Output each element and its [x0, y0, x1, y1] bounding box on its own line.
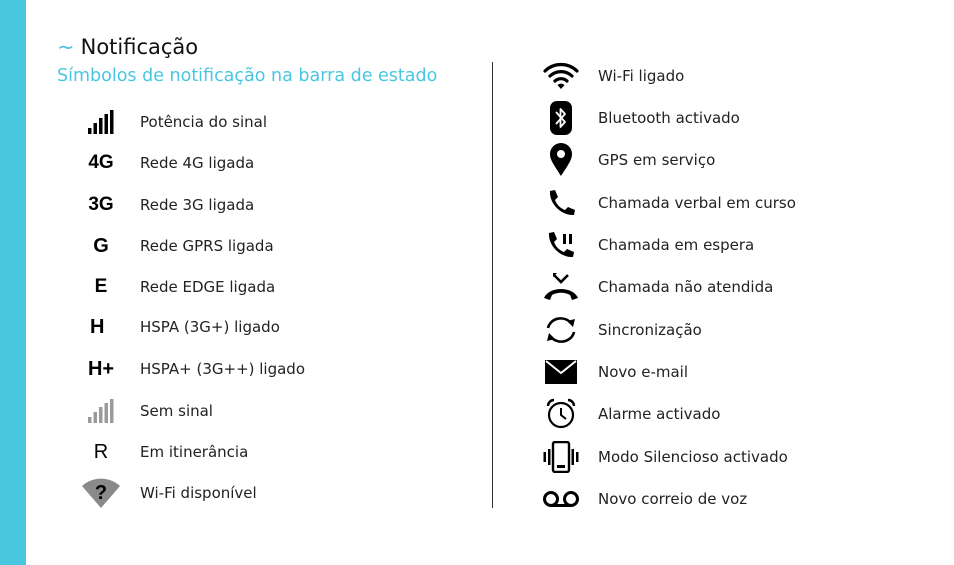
list-item-3g	[80, 188, 255, 222]
list-item-hspa-plus	[80, 352, 306, 386]
list-item-label: Potência do sinal	[140, 113, 267, 131]
list-item-label: Modo Silencioso activado	[598, 448, 788, 466]
list-item-vibrate	[540, 440, 788, 474]
list-item-label: Em itinerância	[140, 443, 249, 461]
list-item-label: Wi-Fi disponível	[140, 484, 257, 502]
signal-strength-icon	[80, 105, 122, 139]
voicemail-icon	[540, 482, 582, 516]
list-item-label: HSPA (3G+) ligado	[140, 318, 280, 336]
network-gprs-icon: G	[93, 234, 109, 257]
call-hold-icon	[540, 228, 582, 262]
network-hspa-plus-icon: H+	[87, 357, 115, 380]
wifi-icon	[540, 59, 582, 93]
list-item-wifi-available	[80, 476, 257, 510]
list-item-call-hold	[540, 228, 755, 262]
no-signal-icon	[80, 394, 122, 428]
phone-call-icon	[540, 186, 582, 220]
list-item-voicemail	[540, 482, 748, 516]
list-item-label: Chamada não atendida	[598, 278, 774, 296]
list-item-alarm	[540, 397, 721, 431]
vibrate-icon	[540, 440, 582, 474]
list-item-call	[540, 186, 796, 220]
list-item-sync	[540, 313, 702, 347]
list-item-label: HSPA+ (3G++) ligado	[140, 360, 306, 378]
network-3g-icon: 3G	[88, 194, 114, 215]
missed-call-icon	[540, 270, 582, 304]
wifi-available-icon	[80, 476, 122, 510]
list-item-signal-strength	[80, 105, 267, 139]
list-item-edge	[80, 270, 276, 304]
list-item-label: Sem sinal	[140, 402, 213, 420]
network-hspa-icon: H	[90, 315, 105, 338]
list-item-label: Rede GPRS ligada	[140, 237, 274, 255]
list-item-label: Rede EDGE ligada	[140, 278, 276, 296]
section-subtitle: Símbolos de notificação na barra de estado	[57, 66, 438, 86]
roaming-icon: R	[93, 440, 109, 463]
list-item-gps	[540, 143, 716, 177]
list-item-label: Rede 3G ligada	[140, 196, 255, 214]
list-item-roaming	[80, 435, 249, 469]
bluetooth-icon	[540, 101, 582, 135]
title-text: Notificação	[80, 35, 199, 59]
list-item-wifi	[540, 59, 685, 93]
list-item-email	[540, 355, 688, 389]
list-item-missed-call	[540, 270, 774, 304]
list-item-label: GPS em serviço	[598, 151, 716, 169]
title-tilde: ~	[57, 35, 75, 59]
list-item-gprs	[80, 229, 274, 263]
list-item-label: Sincronização	[598, 321, 702, 339]
email-icon	[540, 355, 582, 389]
list-item-label: Novo correio de voz	[598, 490, 748, 508]
list-item-label: Chamada verbal em curso	[598, 194, 796, 212]
sync-icon	[540, 313, 582, 347]
list-item-no-signal	[80, 394, 213, 428]
list-item-label: Chamada em espera	[598, 236, 755, 254]
question-mark-glyph: ?	[94, 481, 108, 504]
list-item-label: Rede 4G ligada	[140, 154, 255, 172]
list-item-label: Bluetooth activado	[598, 109, 740, 127]
list-item-label: Wi-Fi ligado	[598, 67, 685, 85]
list-item-bluetooth	[540, 101, 740, 135]
alarm-clock-icon	[540, 397, 582, 431]
column-divider	[492, 62, 493, 508]
list-item-4g	[80, 146, 255, 180]
network-4g-icon: 4G	[88, 152, 114, 173]
side-accent-bar	[0, 0, 26, 565]
list-item-label: Alarme activado	[598, 405, 721, 423]
location-pin-icon	[540, 143, 582, 177]
page-title	[57, 35, 198, 59]
list-item-label: Novo e-mail	[598, 363, 688, 381]
network-edge-icon: E	[94, 276, 108, 297]
list-item-hspa	[80, 310, 280, 344]
